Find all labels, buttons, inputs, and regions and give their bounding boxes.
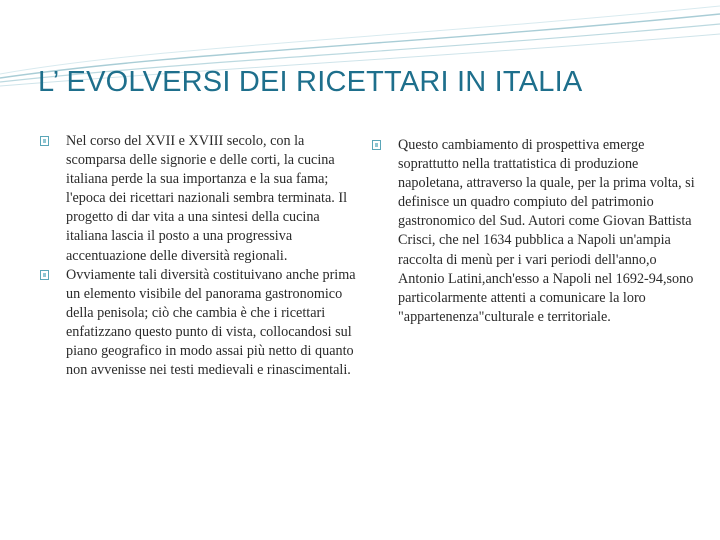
bullet-item-3	[372, 136, 702, 327]
left-column	[40, 132, 358, 380]
bullet-item-1	[40, 132, 358, 266]
square-bullet-icon	[40, 136, 49, 146]
square-bullet-icon	[40, 270, 49, 280]
bullet-text: Ovviamente tali diversità costituivano anche prima un elemento visibile del panorama gastronomico della penisola; ciò che cambia è che i ricettari enfatizzano questo punto di vista, collocandosi sul piano geografico in modo assai più netto di quanto non avvenisse nei testi medievali e rinascimentali.	[66, 266, 356, 379]
square-bullet-icon	[372, 140, 381, 150]
right-column	[372, 136, 702, 327]
bullet-text: Questo cambiamento di prospettiva emerge soprattutto nella trattatistica di produzione napoletana, attraverso la quale, per la prima volta, si definisce un quadro compiuto del patrimonio gastronomico del Sud. Autori come Giovan Battista Crisci, che nel 1634 pubblica a Napoli un'ampia raccolta di menù per i vari periodi dell'anno,o Antonio Latini,anch'esso a Napoli nel 1692-94,sono particolarmente attenti a comunicare la loro "appartenenza"culturale e territoriale.	[398, 137, 695, 325]
bullet-text: Nel corso del XVII e XVIII secolo, con la scomparsa delle signorie e delle corti, la cucina italiana perde la sua importanza e la sua fama; l'epoca dei ricettari nazionali sembra terminata. Il progetto di dar vita a una sintesi della cucina italiana lascia il posto a una progressiva accentuazione delle diversità regionali.	[66, 133, 348, 264]
bullet-item-2	[40, 266, 358, 381]
slide-title: L’ EVOLVERSI DEI RICETTARI IN ITALIA	[38, 66, 583, 98]
